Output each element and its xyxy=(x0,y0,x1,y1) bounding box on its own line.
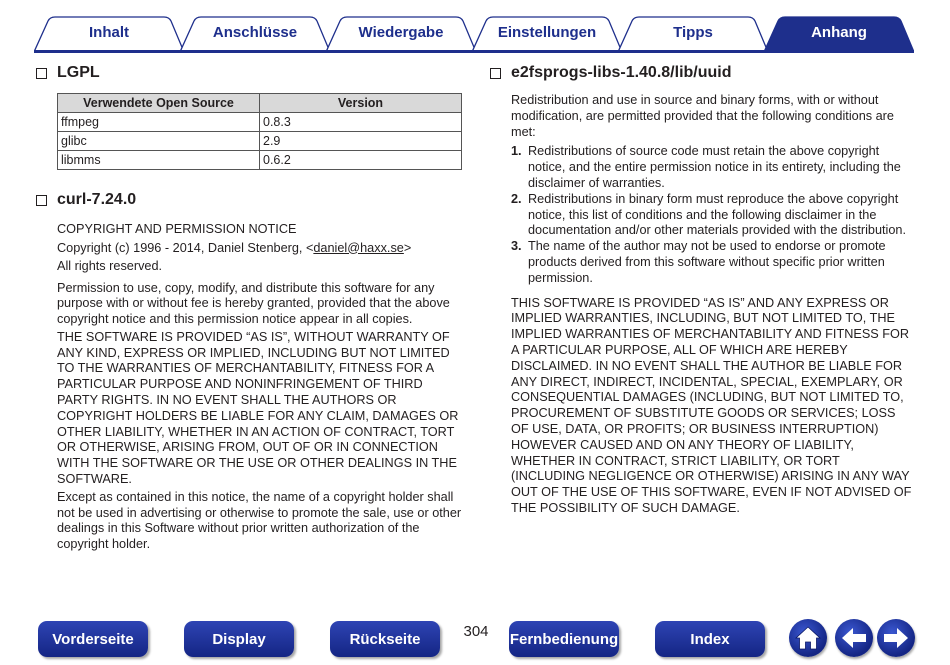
nav-button-display[interactable]: Display xyxy=(184,621,294,657)
intro-paragraph: Redistribution and use in source and binary forms, with or without modification, are permitted provided that the following conditions are met: xyxy=(511,93,894,139)
list-item xyxy=(511,239,915,286)
forward-button[interactable] xyxy=(877,619,915,657)
list-number: 3. xyxy=(511,239,522,254)
table-row xyxy=(58,151,462,170)
list-item xyxy=(511,192,915,239)
tab-wiedergabe[interactable] xyxy=(326,16,476,52)
curl-license xyxy=(57,220,466,553)
list-text: Redistributions of source code must retain the above copyright notice, and the entire permission notice in its entirety, including the disclaimer of warranties. xyxy=(528,144,901,190)
rights-line: All rights reserved. xyxy=(57,259,163,273)
table-cell: glibc xyxy=(58,132,260,151)
tab-label: Anschlüsse xyxy=(212,23,298,41)
square-bullet-icon xyxy=(36,68,47,79)
square-bullet-icon xyxy=(36,195,47,206)
table-row xyxy=(58,132,462,151)
list-number: 1. xyxy=(511,144,522,159)
right-column xyxy=(490,60,915,517)
tab-bar xyxy=(0,0,950,56)
back-button[interactable] xyxy=(835,619,873,657)
tab-anhang[interactable] xyxy=(764,16,914,52)
list-item xyxy=(511,144,915,191)
table-cell: 0.8.3 xyxy=(260,113,462,132)
tab-label: Wiedergabe xyxy=(358,23,444,41)
nav-button-vorderseite[interactable]: Vorderseite xyxy=(38,621,148,657)
tab-label: Anhang xyxy=(811,23,867,41)
permission-paragraph: Permission to use, copy, modify, and distribute this software for any purpose with or without fee is hereby granted, provided that the above copyright notice and this permission notice appear in all copies. xyxy=(57,280,450,327)
home-button[interactable] xyxy=(789,619,827,657)
email-link[interactable]: daniel@haxx.se xyxy=(313,240,404,255)
tab-label: Tipps xyxy=(673,23,713,41)
section-title: curl-7.24.0 xyxy=(57,191,137,208)
tab-inhalt[interactable] xyxy=(34,16,184,52)
section-heading-e2fsprogs xyxy=(490,60,915,86)
tab-anschluesse[interactable] xyxy=(180,16,330,52)
table-cell: 2.9 xyxy=(260,132,462,151)
tab-baseline xyxy=(34,50,914,53)
home-icon xyxy=(789,619,827,657)
nav-button-index[interactable]: Index xyxy=(655,621,765,657)
notice-title: COPYRIGHT AND PERMISSION NOTICE xyxy=(57,222,297,236)
copyright-prefix: Copyright (c) 1996 - 2014, Daniel Stenberg, < xyxy=(57,240,314,255)
open-source-table xyxy=(57,93,462,170)
page-number: 304 xyxy=(463,623,489,640)
back-arrow-icon xyxy=(835,619,873,657)
table-header-row xyxy=(58,94,462,113)
square-bullet-icon xyxy=(490,68,501,79)
conditions-list xyxy=(511,144,915,286)
disclaimer-paragraph: THIS SOFTWARE IS PROVIDED “AS IS” AND ANY EXPRESS OR IMPLIED WARRANTIES, INCLUDING, BUT NOT LIMITED TO, THE IMPLIED WARRANTIES OF MERCHANTABILITY AND FITNESS FOR A PARTICULAR PURPOSE, ALL OF WHICH ARE HEREBY DISCLAIMED. IN NO EVENT SHALL THE AUTHOR BE LIABLE FOR ANY DIRECT, INDIRECT, INCIDENTAL, SPECIAL, EXEMPLARY, OR CONSEQUENTIAL DAMAGES (INCLUDING, BUT NOT LIMITED TO, PROCUREMENT OF SUBSTITUTE GOODS OR SERVICES; LOSS OF USE, DATA, OR PROFITS; OR BUSINESS INTERRUPTION) HOWEVER CAUSED AND ON ANY THEORY OF LIABILITY, WHETHER IN CONTRACT, STRICT LIABILITY, OR TORT (INCLUDING NEGLIGENCE OR OTHERWISE) ARISING IN ANY WAY OUT OF THE USE OF THIS SOFTWARE, EVEN IF NOT ADVISED OF THE POSSIBILITY OF SUCH DAMAGE. xyxy=(511,295,912,515)
list-number: 2. xyxy=(511,191,522,206)
left-column xyxy=(36,60,466,553)
copyright-line xyxy=(57,239,466,258)
warranty-paragraph: THE SOFTWARE IS PROVIDED “AS IS”, WITHOUT WARRANTY OF ANY KIND, EXPRESS OR IMPLIED, INCLUDING BUT NOT LIMITED TO THE WARRANTIES OF MERCHANTABILITY, FITNESS FOR A PARTICULAR PURPOSE AND NONINFRINGEMENT OF THIRD PARTY RIGHTS. IN NO EVENT SHALL THE AUTHORS OR COPYRIGHT HOLDERS BE LIABLE FOR ANY CLAIM, DAMAGES OR OTHER LIABILITY, WHETHER IN AN ACTION OF CONTRACT, TORT OR OTHERWISE, ARISING FROM, OUT OF OR IN CONNECTION WITH THE SOFTWARE OR THE USE OR OTHER DEALINGS IN THE SOFTWARE. xyxy=(57,329,459,487)
section-heading-lgpl xyxy=(36,60,466,86)
section-title: e2fsprogs-libs-1.40.8/lib/uuid xyxy=(511,64,732,81)
section-title: LGPL xyxy=(57,64,100,81)
table-cell: ffmpeg xyxy=(58,113,260,132)
tab-tipps[interactable] xyxy=(618,16,768,52)
table-header-cell: Verwendete Open Source xyxy=(58,94,260,113)
nav-button-rueckseite[interactable]: Rückseite xyxy=(330,621,440,657)
tab-einstellungen[interactable] xyxy=(472,16,622,52)
list-text: Redistributions in binary form must reproduce the above copyright notice, this list of conditions and the following disclaimer in the documentation and/or other materials provided with the distribution. xyxy=(528,191,907,238)
nav-button-fernbedienung[interactable]: Fernbedienung xyxy=(509,621,619,657)
table-cell: libmms xyxy=(58,151,260,170)
table-cell: 0.6.2 xyxy=(260,151,462,170)
section-heading-curl xyxy=(36,187,466,213)
tab-label: Einstellungen xyxy=(497,23,597,41)
copyright-suffix: > xyxy=(403,240,412,255)
table-header-cell: Version xyxy=(260,94,462,113)
tab-label: Inhalt xyxy=(89,23,129,41)
except-paragraph: Except as contained in this notice, the name of a copyright holder shall not be used in advertising or otherwise to promote the sale, use or other dealings in this Software without prior written authorization of the copyright holder. xyxy=(57,489,462,552)
forward-arrow-icon xyxy=(877,619,915,657)
table-row xyxy=(58,113,462,132)
list-text: The name of the author may not be used to endorse or promote products derived from this software without specific prior written permission. xyxy=(528,239,886,285)
